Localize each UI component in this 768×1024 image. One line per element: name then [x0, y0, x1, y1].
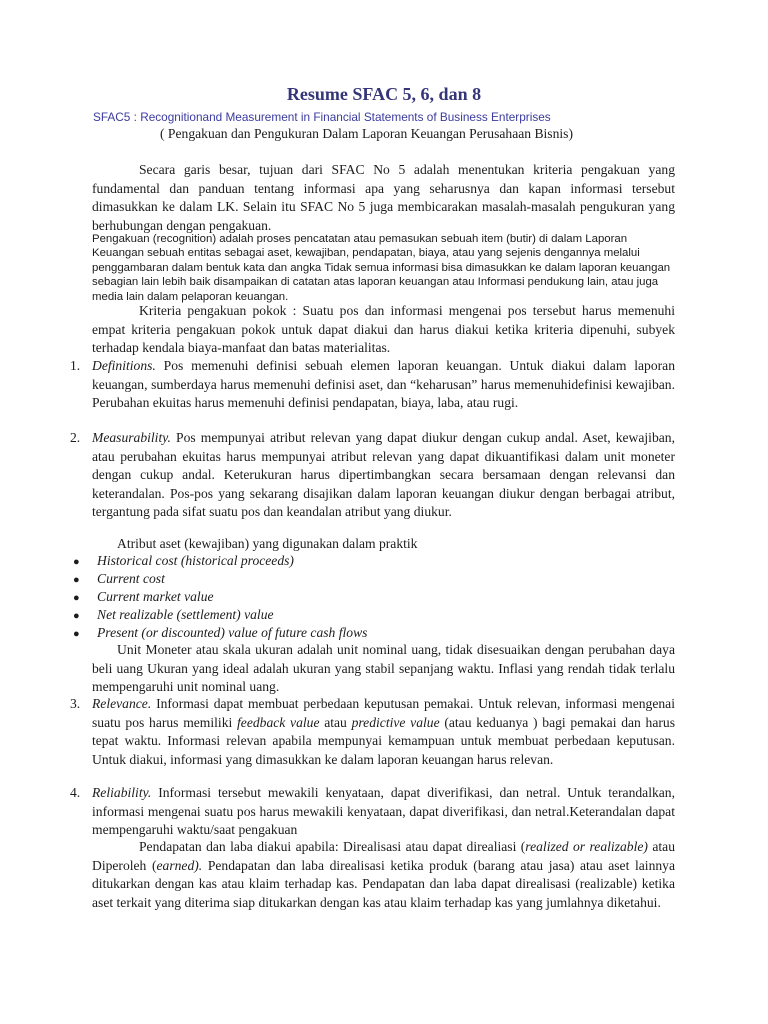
- intro-paragraph: Secara garis besar, tujuan dari SFAC No 5 adalah menentukan kriteria pengakuan yang fundamental dan panduan tentang informasi apa yang seharusnya dan kapan informasi tersebut dimasukkan ke dalam LK. Selain itu SFAC No 5 juga membicarakan masalah-masalah pengukuran yang berhubungan dengan pengakuan.: [92, 162, 675, 233]
- attribute-item: Present (or discounted) value of future cash flows: [97, 625, 368, 640]
- relevance-term: Relevance.: [92, 696, 152, 711]
- item-number-4: 4.: [70, 785, 81, 800]
- feedback-value-term: feedback value: [237, 714, 320, 730]
- item-number-2: 2.: [70, 430, 81, 445]
- attribute-item: Historical cost (historical proceeds): [97, 553, 294, 568]
- measurability-term: Measurability.: [92, 430, 171, 445]
- measurability-text: Pos mempunyai atribut relevan yang dapat diukur dengan cukup andal. Aset, kewajiban, atau perubahan ekuitas harus mempunyai atribut relevan yang dapat dikuantifikasi dalam unit moneter dengan cukup andal. Keterukuran harus dipertimbangkan secara bersamaan dengan relevansi dan keterandalan. Pos-pos yang sekarang disajikan dalam laporan keuangan diukur dengan berbagai atribut, tergantung pada sifat suatu pos dan keandalan atribut yang diukur.: [92, 430, 675, 520]
- attributes-heading: Atribut aset (kewajiban) yang digunakan dalam praktik: [117, 536, 418, 551]
- recognition-note: Pengakuan (recognition) adalah proses pencatatan atau pemasukan sebuah item (butir) di dalam Laporan Keuangan sebuah entitas sebagai aset, kewajiban, pendapatan, biaya, atau yang sejenis dengannya melalui penggambaran dalam bentuk kata dan angka Tidak semua informasi bisa dimasukkan ke dalam laporan keuangan sebagian lain lebih baik disampaikan di catatan atas laporan keuangan atau Informasi pendukung lain, atau juga media lain dalam pelaporan keuangan.: [92, 233, 671, 303]
- revenue-text-b: atau Diperoleh (: [92, 839, 675, 873]
- attribute-item: Current market value: [97, 589, 214, 604]
- item-number-3: 3.: [70, 696, 81, 711]
- revenue-text-a: Pendapatan dan laba diakui apabila: Direalisasi atau dapat direaliasi (: [139, 839, 526, 854]
- document-subtitle: ( Pengakuan dan Pengukuran Dalam Laporan Keuangan Perusahaan Bisnis): [160, 126, 573, 141]
- bullet-icon: ●: [73, 610, 80, 622]
- reliability-term: Reliability.: [92, 785, 152, 800]
- relevance-text-c: (atau keduanya ) bagi pemakai dan harus tepat waktu. Informasi relevan apabila mempunyai kemampuan untuk membuat perbedaan keputusan. Untuk diakui, informasi yang dimasukkan ke dalam laporan keuangan harus relevan.: [92, 714, 675, 767]
- sfac-heading: SFAC5 : Recognitionand Measurement in Financial Statements of Business Enterprises: [93, 110, 551, 124]
- revenue-text-c: Pendapatan dan laba direalisasi ketika produk (barang atau jasa) atau aset lainnya ditukarkan dengan kas atau klaim terhadap kas. Pendapatan dan laba dapat direalisasi (realizable) ketika aset terkait yang diterima siap ditukarkan dengan kas atau klaim terhadap kas yang jumlahnya diketahui.: [92, 857, 676, 910]
- definitions-paragraph: [92, 357, 675, 413]
- definitions-text: Pos memenuhi definisi sebuah elemen laporan keuangan. Untuk diakui dalam laporan keuangan, sumberdaya harus memenuhi definisi aset, dan “keharusan” harus memenuhidefinisi kewajiban. Perubahan ekuitas harus memenuhi definisi pendapatan, biaya, laba, atau rugi.: [92, 358, 675, 411]
- attribute-item: Current cost: [97, 571, 165, 586]
- bullet-icon: ●: [73, 574, 80, 586]
- reliability-paragraph: [92, 784, 675, 840]
- attribute-item: Net realizable (settlement) value: [97, 607, 274, 622]
- reliability-text: Informasi tersebut mewakili kenyataan, dapat diverifikasi, dan netral. Untuk terandalkan, informasi mengenai suatu pos harus mewakili kenyataan, dapat diverifikasi, dan netral.Keterandalan dapat mempengaruhi waktu/saat pengakuan: [92, 785, 675, 838]
- relevance-paragraph: [92, 695, 675, 769]
- realized-term: realized or realizable): [525, 839, 648, 854]
- document-title: Resume SFAC 5, 6, dan 8: [286, 84, 482, 104]
- bullet-icon: ●: [73, 628, 80, 640]
- bullet-icon: ●: [73, 556, 80, 568]
- criteria-paragraph: Kriteria pengakuan pokok : Suatu pos dan informasi mengenai pos tersebut harus memenuhi empat kriteria pengakuan pokok untuk dapat diakui dan harus diakui ketika kriteria dipenuhi, subyek terhadap kendala biaya-manfaat dan batas materialitas.: [92, 303, 675, 356]
- bullet-icon: ●: [73, 592, 80, 604]
- relevance-text-b: atau: [319, 714, 352, 730]
- definitions-term: Definitions.: [92, 358, 156, 373]
- revenue-paragraph: [92, 838, 675, 912]
- item-number-1: 1.: [70, 358, 81, 373]
- measurability-paragraph: [92, 429, 675, 522]
- monetary-unit-paragraph: Unit Moneter atau skala ukuran adalah unit nominal uang, tidak disesuaikan dengan perubahan daya beli uang Ukuran yang ideal adalah ukuran yang stabil sepanjang waktu. Inflasi yang rendah tidak terlalu mempengaruhi unit nominal uang.: [92, 642, 675, 695]
- predictive-value-term: predictive value: [351, 714, 440, 730]
- relevance-text-a: Informasi dapat membuat perbedaan keputusan pemakai. Untuk relevan, informasi mengenai suatu pos harus memiliki: [92, 696, 675, 730]
- earned-term: earned).: [156, 857, 203, 873]
